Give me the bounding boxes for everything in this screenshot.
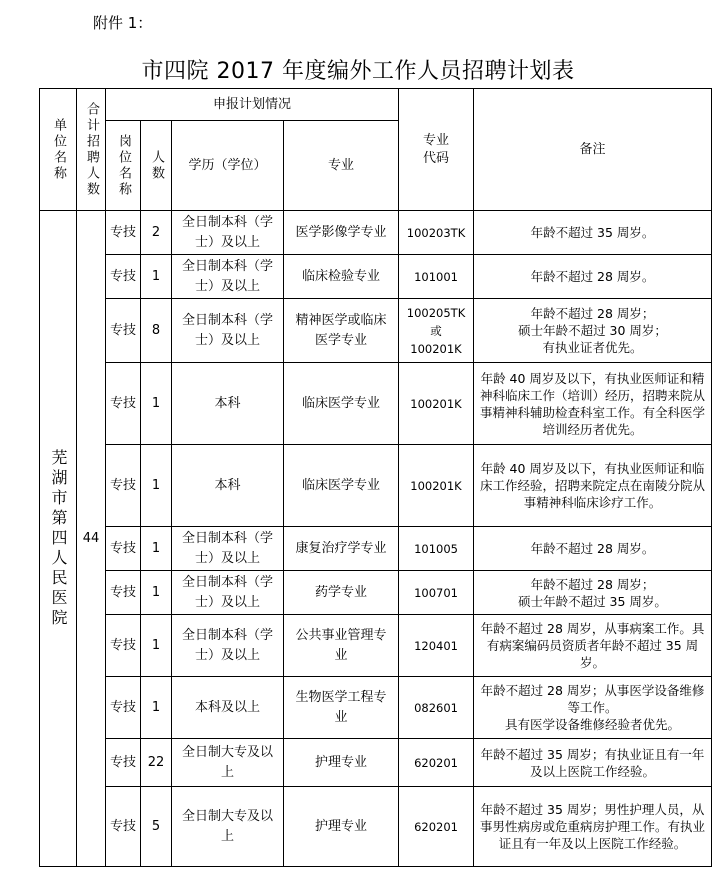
table-row: [40, 363, 712, 445]
education-cell: 本科: [172, 363, 284, 445]
remark-cell: 年龄不超过 28 周岁；从事医学设备维修等工作。 具有医学设备维修经验者优先。: [474, 677, 712, 739]
education-cell: 全日制大专及以上: [172, 739, 284, 787]
major-cell: 临床医学专业: [284, 363, 399, 445]
table-row: [40, 299, 712, 363]
headcount-cell: 1: [141, 363, 172, 445]
major-code-cell: 082601: [399, 677, 474, 739]
remark-cell: 年龄不超过 35 周岁。: [474, 211, 712, 255]
remark-cell: 年龄 40 周岁及以下，有执业医师证和临床工作经验，招聘来院定点在南陵分院从事精神科临床诊疗工作。: [474, 445, 712, 527]
remark-cell: 年龄不超过 28 周岁。: [474, 527, 712, 571]
headcount-cell: 8: [141, 299, 172, 363]
table-row: [40, 571, 712, 615]
education-cell: 本科: [172, 445, 284, 527]
major-cell: 医学影像学专业: [284, 211, 399, 255]
table-row: [40, 787, 712, 867]
major-code-cell: 101005: [399, 527, 474, 571]
headcount-cell: 1: [141, 255, 172, 299]
header-post-name: 岗位名称: [106, 121, 141, 211]
unit-name-cell: 芜湖市第四人民医院: [40, 211, 77, 867]
education-cell: 本科及以上: [172, 677, 284, 739]
education-cell: 全日制本科（学士）及以上: [172, 299, 284, 363]
post-cell: 专技: [106, 615, 141, 677]
major-code-cell: 100701: [399, 571, 474, 615]
remark-cell: 年龄不超过 35 周岁；男性护理人员，从事男性病房或危重病房护理工作。有执业证且有一年及以上医院工作经验。: [474, 787, 712, 867]
table-row: [40, 445, 712, 527]
major-cell: 药学专业: [284, 571, 399, 615]
headcount-cell: 1: [141, 571, 172, 615]
major-cell: 临床检验专业: [284, 255, 399, 299]
header-remark: 备注: [474, 89, 712, 211]
post-cell: 专技: [106, 677, 141, 739]
post-cell: 专技: [106, 571, 141, 615]
total-recruits-cell: 44: [77, 211, 106, 867]
header-headcount: 人数: [141, 121, 172, 211]
header-major-code: 专业代码: [399, 89, 474, 211]
post-cell: 专技: [106, 445, 141, 527]
headcount-cell: 1: [141, 677, 172, 739]
major-cell: 精神医学或临床医学专业: [284, 299, 399, 363]
headcount-cell: 5: [141, 787, 172, 867]
remark-cell: 年龄不超过 28 周岁； 硕士年龄不超过 30 周岁； 有执业证者优先。: [474, 299, 712, 363]
education-cell: 全日制本科（学士）及以上: [172, 211, 284, 255]
education-cell: 全日制本科（学士）及以上: [172, 255, 284, 299]
headcount-cell: 1: [141, 527, 172, 571]
headcount-cell: 2: [141, 211, 172, 255]
remark-cell: 年龄不超过 28 周岁。: [474, 255, 712, 299]
header-unit-name: 单位名称: [40, 89, 77, 211]
major-cell: 护理专业: [284, 787, 399, 867]
major-code-cell: 100205TK 或 100201K: [399, 299, 474, 363]
table-row: [40, 615, 712, 677]
headcount-cell: 1: [141, 445, 172, 527]
post-cell: 专技: [106, 299, 141, 363]
education-cell: 全日制大专及以上: [172, 787, 284, 867]
education-cell: 全日制本科（学士）及以上: [172, 571, 284, 615]
post-cell: 专技: [106, 255, 141, 299]
post-cell: 专技: [106, 527, 141, 571]
header-total-recruits: 合计招聘人数: [77, 89, 106, 211]
post-cell: 专技: [106, 739, 141, 787]
headcount-cell: 1: [141, 615, 172, 677]
post-cell: 专技: [106, 211, 141, 255]
attachment-label: 附件 1：: [93, 14, 153, 32]
major-code-cell: 100201K: [399, 363, 474, 445]
remark-cell: 年龄不超过 35 周岁；有执业证且有一年及以上医院工作经验。: [474, 739, 712, 787]
page-title: 市四院 2017 年度编外工作人员招聘计划表: [141, 59, 575, 84]
major-cell: 护理专业: [284, 739, 399, 787]
remark-cell: 年龄不超过 28 周岁，从事病案工作。具有病案编码员资质者年龄不超过 35 周岁。: [474, 615, 712, 677]
major-cell: 公共事业管理专业: [284, 615, 399, 677]
table-row: [40, 527, 712, 571]
headcount-cell: 22: [141, 739, 172, 787]
table-row: [40, 739, 712, 787]
major-code-cell: 120401: [399, 615, 474, 677]
header-plan: 申报计划情况: [106, 89, 399, 121]
post-cell: 专技: [106, 787, 141, 867]
header-education: 学历（学位）: [172, 121, 284, 211]
major-code-cell: 620201: [399, 787, 474, 867]
remark-cell: 年龄 40 周岁及以下，有执业医师证和精神科临床工作（培训）经历，招聘来院从事精神科辅助检查科室工作。有全科医学培训经历者优先。: [474, 363, 712, 445]
header-major: 专业: [284, 121, 399, 211]
major-cell: 生物医学工程专业: [284, 677, 399, 739]
table-row: [40, 255, 712, 299]
major-cell: 康复治疗学专业: [284, 527, 399, 571]
major-code-cell: 100203TK: [399, 211, 474, 255]
remark-cell: 年龄不超过 28 周岁； 硕士年龄不超过 35 周岁。: [474, 571, 712, 615]
major-code-cell: 101001: [399, 255, 474, 299]
table-row: [40, 211, 712, 255]
table-row: [40, 677, 712, 739]
education-cell: 全日制本科（学士）及以上: [172, 615, 284, 677]
education-cell: 全日制本科（学士）及以上: [172, 527, 284, 571]
recruitment-plan-table: [39, 88, 712, 867]
major-cell: 临床医学专业: [284, 445, 399, 527]
major-code-cell: 100201K: [399, 445, 474, 527]
post-cell: 专技: [106, 363, 141, 445]
major-code-cell: 620201: [399, 739, 474, 787]
